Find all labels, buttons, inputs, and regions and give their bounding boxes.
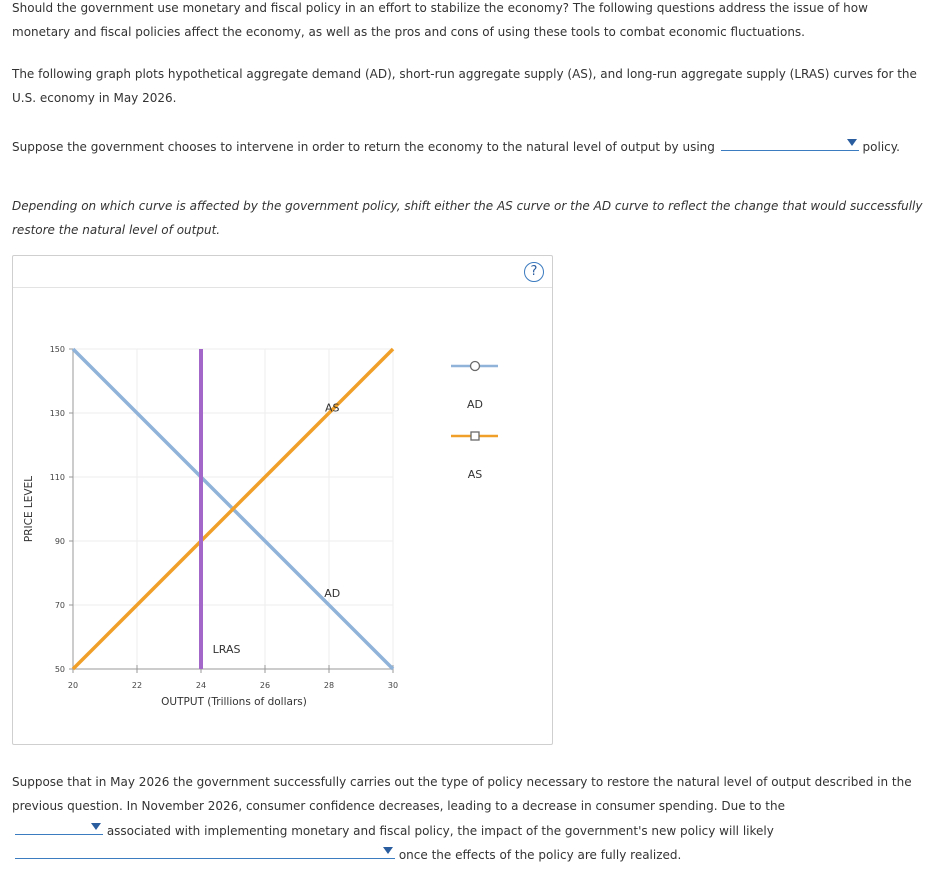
question-2-line-4: [12, 842, 681, 867]
curve-label-lras: LRAS: [212, 643, 241, 656]
chevron-down-icon: [383, 847, 393, 854]
chevron-down-icon: [91, 823, 101, 830]
x-tick-label: 20: [67, 681, 79, 690]
y-tick-label: 50: [54, 665, 65, 674]
instruction-line-2: restore the natural level of output.: [12, 223, 221, 237]
y-tick-label: 110: [49, 473, 65, 482]
graph-description-line-1: The following graph plots hypothetical aggregate demand (AD), short-run aggregate supply (AS), and long-run aggregate supply (LRAS) curves for the: [12, 67, 917, 81]
question-2-line-2: previous question. In November 2026, consumer confidence decreases, leading to a decrease in consumer spending. Due to the: [12, 799, 785, 813]
as-palette-tool[interactable]: [451, 432, 498, 481]
question-2-line-3: [12, 818, 774, 843]
y-tick-label: 150: [49, 345, 65, 354]
question-2-line-1: Suppose that in May 2026 the government successfully carries out the type of policy necessary to restore the natural level of output described in the: [12, 775, 912, 789]
policy-impact-dropdown[interactable]: [15, 842, 395, 859]
x-tick-label: 30: [387, 681, 399, 690]
x-tick-label: 26: [259, 681, 271, 690]
help-icon[interactable]: ?: [524, 262, 544, 282]
lag-type-dropdown[interactable]: [15, 818, 103, 835]
x-tick-label: 28: [323, 681, 335, 690]
intro-line-1: Should the government use monetary and fiscal policy in an effort to stabilize the economy? The following questions address the issue of how: [12, 1, 868, 15]
intro-line-2: monetary and fiscal policies affect the economy, as well as the pros and cons of using these tools to combat economic fluctuations.: [12, 25, 805, 39]
question-2-line-4-text: once the effects of the policy are fully realized.: [398, 848, 682, 862]
circle-marker-icon: [471, 362, 480, 371]
graph-svg: [13, 256, 554, 746]
graph-panel: [12, 255, 553, 745]
question-1-prefix: Suppose the government chooses to intervene in order to return the economy to the natural level of output by using: [12, 140, 715, 154]
square-marker-icon: [471, 432, 479, 440]
x-tick-label: 22: [131, 681, 143, 690]
policy-type-dropdown[interactable]: [721, 134, 859, 151]
x-axis-title: OUTPUT (Trillions of dollars): [161, 696, 307, 708]
ad-palette-label: AD: [467, 398, 483, 411]
ad-palette-tool[interactable]: [451, 362, 498, 412]
y-tick-label: 130: [49, 409, 65, 418]
y-tick-label: 70: [54, 601, 65, 610]
y-tick-label: 90: [54, 537, 65, 546]
instruction-line-1: Depending on which curve is affected by the government policy, shift either the AS curve or the AD curve to reflect the change that would successfully: [12, 199, 923, 213]
curves: [73, 349, 393, 669]
question-2-line-3-text: associated with implementing monetary and fiscal policy, the impact of the government's new policy will likely: [106, 824, 774, 838]
question-1-suffix: policy.: [862, 140, 900, 154]
y-axis-title: PRICE LEVEL: [23, 475, 35, 543]
chevron-down-icon: [847, 139, 857, 146]
as-palette-label: AS: [467, 468, 483, 481]
graph-description-line-2: U.S. economy in May 2026.: [12, 91, 177, 105]
curve-label-ad: AD: [324, 587, 341, 600]
question-1: [12, 134, 900, 159]
x-tick-label: 24: [195, 681, 207, 690]
curve-label-as: AS: [324, 401, 340, 415]
